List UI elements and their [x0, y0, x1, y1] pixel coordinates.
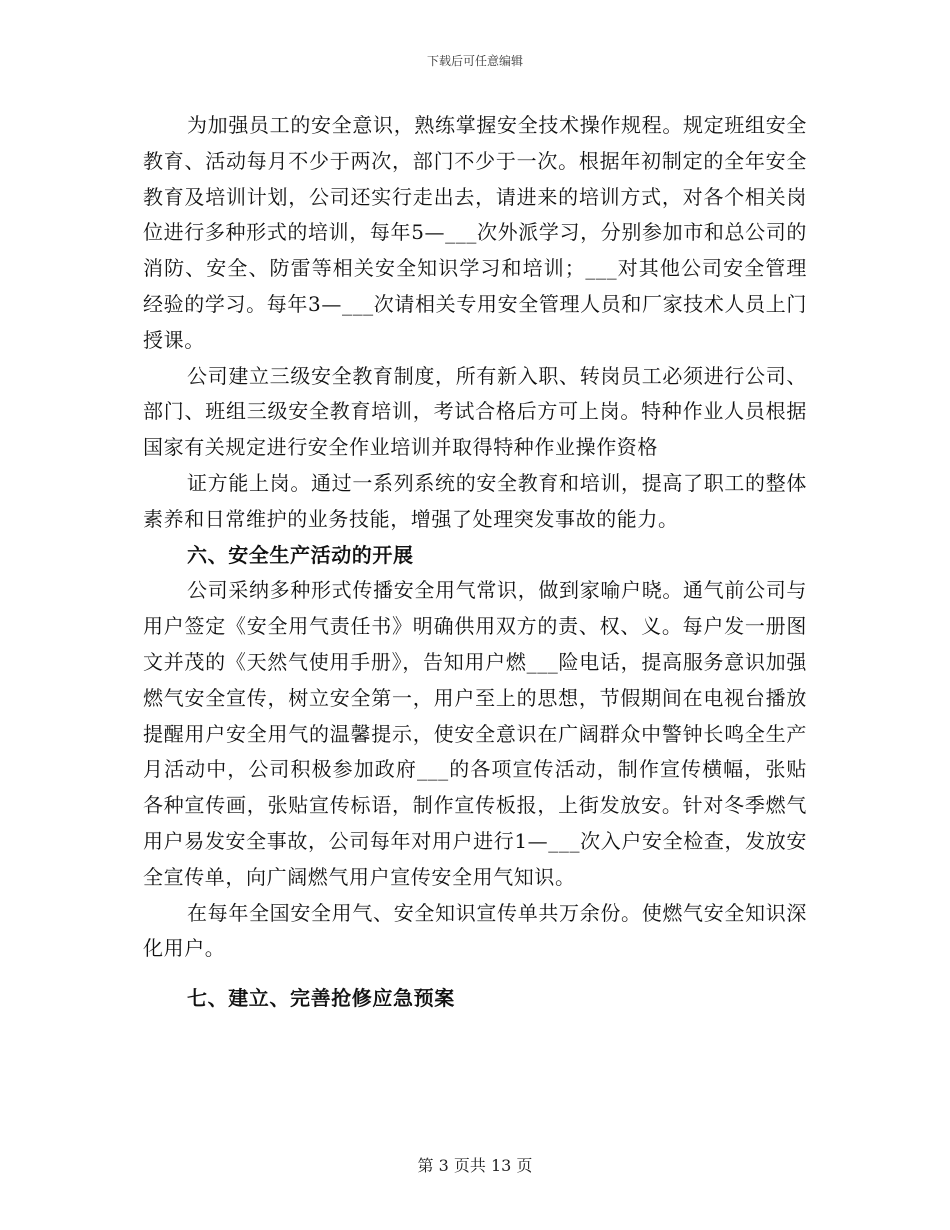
paragraph-safety-training: 为加强员工的安全意识，熟练掌握安全技术操作规程。规定班组安全教育、活动每月不少于两次，部门不少于一次。根据年初制定的全年安全教育及培训计划，公司还实行走出去，请进来的培训方式，对各个相关岗位进行多种形式的培训，每年5—___次外派学习，分别参加市和总公司的消防、安全、防雷等相关安全知识学习和培训；___对其他公司安全管理经验的学习。每年3—___次请相关专用安全管理人员和厂家技术人员上门授课。	[143, 113, 807, 352]
paragraph-certification: 证方能上岗。通过一系列系统的安全教育和培训，提高了职工的整体素养和日常维护的业务技能，增强了处理突发事故的能力。	[143, 470, 807, 531]
page-header-note: 下载后可任意编辑	[426, 54, 523, 68]
document-body	[143, 108, 807, 1017]
section-heading-7: 七、建立、完善抢修应急预案	[187, 986, 455, 1011]
section-heading-6: 六、安全生产活动的开展	[187, 542, 414, 567]
paragraph-leaflets: 在每年全国安全用气、安全知识宣传单共万余份。使燃气安全知识深化用户。	[143, 900, 807, 961]
paragraph-three-level-education: 公司建立三级安全教育制度，所有新入职、转岗员工必须进行公司、部门、班组三级安全教育培训，考试合格后方可上岗。特种作业人员根据国家有关规定进行安全作业培训并取得特种作业操作资格	[143, 363, 807, 460]
page-number: 第 3 页共 13 页	[417, 1156, 533, 1175]
paragraph-safety-activities: 公司采纳多种形式传播安全用气常识，做到家喻户晓。通气前公司与用户签定《安全用气责任书》明确供用双方的责、权、义。每户发一册图文并茂的《天然气使用手册》，告知用户燃___险电话，提高服务意识加强燃气安全宣传，树立安全第一，用户至上的思想，节假期间在电视台播放提醒用户安全用气的温馨提示，使安全意识在广阔群众中警钟长鸣全生产月活动中，公司积极参加政府___的各项宣传活动，制作宣传横幅，张贴各种宣传画，张贴宣传标语，制作宣传板报，上街发放安。针对冬季燃气用户易发安全事故，公司每年对用户进行1—___次入户安全检查，发放安全宣传单，向广阔燃气用户宣传安全用气知识。	[143, 578, 807, 889]
